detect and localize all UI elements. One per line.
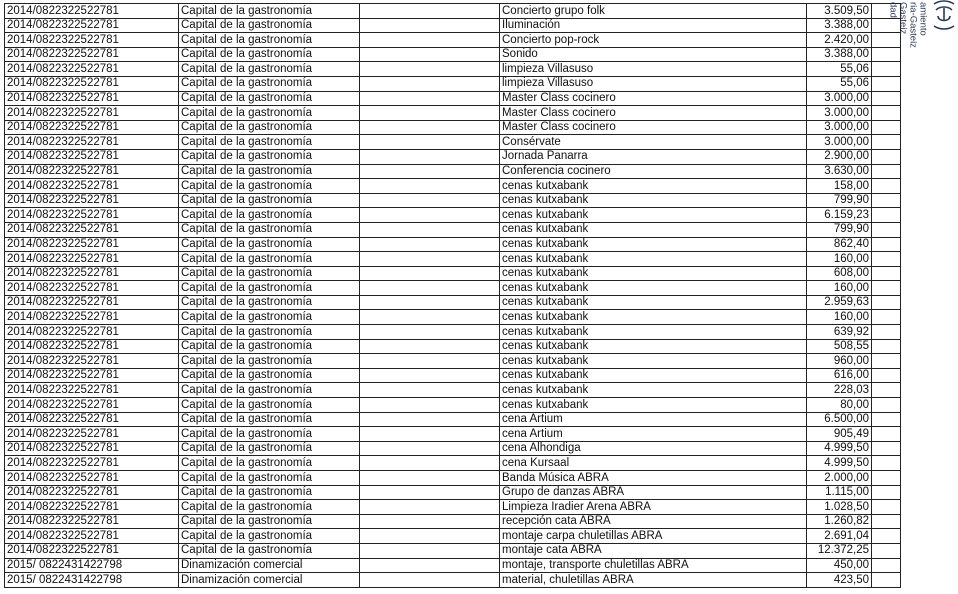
blank-cell [360,368,500,383]
amount-cell: 3.000,00 [807,91,872,106]
blank-cell [872,91,901,106]
table-row [5,281,901,296]
blank-cell [360,193,500,208]
program-cell: Capital de la gastronomía [179,529,360,544]
amount-cell: 862,40 [807,237,872,252]
blank-cell [360,471,500,486]
table-row [5,339,901,354]
code-cell: 2015/ 0822431422798 [5,573,179,588]
table-row [5,295,901,310]
code-cell: 2014/0822322522781 [5,106,179,121]
description-cell: cenas kutxabank [500,252,807,267]
blank-cell [360,485,500,500]
blank-cell [360,135,500,150]
code-cell: 2014/0822322522781 [5,456,179,471]
program-cell: Capital de la gastronomía [179,208,360,223]
code-cell: 2014/0822322522781 [5,120,179,135]
table-row [5,91,901,106]
blank-cell [360,76,500,91]
blank-cell [360,456,500,471]
municipal-stamp [870,0,958,70]
code-cell: 2014/0822322522781 [5,383,179,398]
blank-cell [360,91,500,106]
code-cell: 2014/0822322522781 [5,500,179,515]
table-row [5,354,901,369]
blank-cell [360,33,500,48]
blank-cell [360,295,500,310]
description-cell: recepción cata ABRA [500,514,807,529]
table-row [5,471,901,486]
code-cell: 2014/0822322522781 [5,266,179,281]
description-cell: cenas kutxabank [500,310,807,325]
code-cell: 2014/0822322522781 [5,427,179,442]
amount-cell: 55,06 [807,62,872,77]
program-cell: Capital de la gastronomía [179,18,360,33]
table-row [5,164,901,179]
code-cell: 2014/0822322522781 [5,441,179,456]
code-cell: 2014/0822322522781 [5,222,179,237]
program-cell: Capital de la gastronomía [179,281,360,296]
blank-cell [872,266,901,281]
table-row [5,252,901,267]
blank-cell [360,427,500,442]
description-cell: Master Class cocinero [500,120,807,135]
blank-cell [360,558,500,573]
expense-table-body [5,4,901,588]
blank-cell [872,573,901,588]
table-row [5,135,901,150]
amount-cell: 3.630,00 [807,164,872,179]
amount-cell: 423,50 [807,573,872,588]
blank-cell [360,149,500,164]
blank-cell [360,252,500,267]
code-cell: 2014/0822322522781 [5,76,179,91]
blank-cell [872,441,901,456]
program-cell: Capital de la gastronomía [179,383,360,398]
description-cell: cenas kutxabank [500,208,807,223]
table-row [5,179,901,194]
table-row [5,120,901,135]
amount-cell: 616,00 [807,368,872,383]
program-cell: Dinamización comercial [179,573,360,588]
code-cell: 2014/0822322522781 [5,62,179,77]
code-cell: 2014/0822322522781 [5,398,179,413]
blank-cell [872,310,901,325]
code-cell: 2014/0822322522781 [5,543,179,558]
amount-cell: 3.000,00 [807,106,872,121]
table-row [5,427,901,442]
amount-cell: 3.509,50 [807,4,872,19]
table-row [5,325,901,340]
program-cell: Capital de la gastronomía [179,4,360,19]
blank-cell [360,573,500,588]
blank-cell [872,193,901,208]
code-cell: 2014/0822322522781 [5,339,179,354]
description-cell: cena Kursaal [500,456,807,471]
code-cell: 2014/0822322522781 [5,368,179,383]
program-cell: Capital de la gastronomía [179,354,360,369]
blank-cell [360,543,500,558]
description-cell: cenas kutxabank [500,237,807,252]
amount-cell: 160,00 [807,281,872,296]
blank-cell [360,179,500,194]
amount-cell: 3.000,00 [807,120,872,135]
amount-cell: 799,90 [807,193,872,208]
description-cell: Jornada Panarra [500,149,807,164]
blank-cell [360,4,500,19]
program-cell: Capital de la gastronomía [179,33,360,48]
amount-cell: 2.959,63 [807,295,872,310]
description-cell: Iluminación [500,18,807,33]
code-cell: 2014/0822322522781 [5,325,179,340]
amount-cell: 158,00 [807,179,872,194]
program-cell: Capital de la gastronomía [179,456,360,471]
description-cell: cenas kutxabank [500,295,807,310]
code-cell: 2014/0822322522781 [5,149,179,164]
blank-cell [360,164,500,179]
program-cell: Capital de la gastronomía [179,368,360,383]
blank-cell [360,354,500,369]
table-row [5,383,901,398]
description-cell: montaje, transporte chuletillas ABRA [500,558,807,573]
blank-cell [360,529,500,544]
blank-cell [360,106,500,121]
description-cell: cenas kutxabank [500,222,807,237]
amount-cell: 55,06 [807,76,872,91]
program-cell: Capital de la gastronomía [179,237,360,252]
blank-cell [872,383,901,398]
description-cell: cenas kutxabank [500,339,807,354]
table-row [5,47,901,62]
code-cell: 2014/0822322522781 [5,412,179,427]
code-cell: 2014/0822322522781 [5,164,179,179]
description-cell: cena Artium [500,427,807,442]
program-cell: Capital de la gastronomía [179,427,360,442]
blank-cell [360,62,500,77]
table-row [5,412,901,427]
stamp-text-line: dad [887,2,899,18]
code-cell: 2014/0822322522781 [5,208,179,223]
amount-cell: 3.388,00 [807,47,872,62]
blank-cell [360,398,500,413]
table-row [5,558,901,573]
code-cell: 2014/0822322522781 [5,33,179,48]
amount-cell: 3.388,00 [807,18,872,33]
code-cell: 2014/0822322522781 [5,529,179,544]
code-cell: 2014/0822322522781 [5,354,179,369]
table-row [5,500,901,515]
amount-cell: 799,90 [807,222,872,237]
code-cell: 2014/0822322522781 [5,310,179,325]
code-cell: 2014/0822322522781 [5,281,179,296]
description-cell: Concierto grupo folk [500,4,807,19]
blank-cell [872,252,901,267]
program-cell: Capital de la gastronomía [179,412,360,427]
blank-cell [360,500,500,515]
description-cell: montaje cata ABRA [500,543,807,558]
blank-cell [360,120,500,135]
blank-cell [360,339,500,354]
blank-cell [872,106,901,121]
program-cell: Capital de la gastronomía [179,62,360,77]
blank-cell [872,120,901,135]
amount-cell: 2.900,00 [807,149,872,164]
program-cell: Capital de la gastronomía [179,325,360,340]
amount-cell: 2.420,00 [807,33,872,48]
program-cell: Capital de la gastronomía [179,543,360,558]
code-cell: 2014/0822322522781 [5,18,179,33]
blank-cell [872,179,901,194]
table-row [5,514,901,529]
amount-cell: 450,00 [807,558,872,573]
blank-cell [872,237,901,252]
blank-cell [872,208,901,223]
program-cell: Capital de la gastronomía [179,295,360,310]
description-cell: cenas kutxabank [500,398,807,413]
description-cell: Sonido [500,47,807,62]
blank-cell [872,281,901,296]
blank-cell [360,281,500,296]
blank-cell [360,383,500,398]
amount-cell: 4.999,50 [807,441,872,456]
program-cell: Dinamización comercial [179,558,360,573]
program-cell: Capital de la gastronomía [179,222,360,237]
blank-cell [872,354,901,369]
blank-cell [872,456,901,471]
table-row [5,18,901,33]
description-cell: Conferencia cocinero [500,164,807,179]
code-cell: 2014/0822322522781 [5,252,179,267]
amount-cell: 228,03 [807,383,872,398]
blank-cell [872,135,901,150]
blank-cell [872,529,901,544]
blank-cell [872,339,901,354]
code-cell: 2014/0822322522781 [5,471,179,486]
blank-cell [360,441,500,456]
program-cell: Capital de la gastronomía [179,471,360,486]
blank-cell [872,485,901,500]
code-cell: 2014/0822322522781 [5,179,179,194]
blank-cell [360,18,500,33]
program-cell: Capital de la gastronomía [179,266,360,281]
description-cell: montaje carpa chuletillas ABRA [500,529,807,544]
blank-cell [872,295,901,310]
blank-cell [360,47,500,62]
table-row [5,222,901,237]
blank-cell [872,427,901,442]
table-row [5,543,901,558]
code-cell: 2014/0822322522781 [5,237,179,252]
blank-cell [360,208,500,223]
amount-cell: 160,00 [807,252,872,267]
code-cell: 2014/0822322522781 [5,295,179,310]
stamp-text-line: ria-Gasteiz [907,2,919,48]
description-cell: limpieza Villasuso [500,62,807,77]
table-row [5,310,901,325]
program-cell: Capital de la gastronomía [179,514,360,529]
code-cell: 2015/ 0822431422798 [5,558,179,573]
table-row [5,76,901,91]
program-cell: Capital de la gastronomía [179,500,360,515]
program-cell: Capital de la gastronomía [179,76,360,91]
description-cell: Grupo de danzas ABRA [500,485,807,500]
description-cell: limpieza Villasuso [500,76,807,91]
blank-cell [360,514,500,529]
description-cell: cenas kutxabank [500,383,807,398]
amount-cell: 12.372,25 [807,543,872,558]
code-cell: 2014/0822322522781 [5,91,179,106]
blank-cell [872,368,901,383]
table-row [5,193,901,208]
amount-cell: 639,92 [807,325,872,340]
description-cell: Consérvate [500,135,807,150]
blank-cell [360,325,500,340]
description-cell: cenas kutxabank [500,368,807,383]
amount-cell: 2.691,04 [807,529,872,544]
program-cell: Capital de la gastronomía [179,164,360,179]
program-cell: Capital de la gastronomía [179,91,360,106]
table-row [5,149,901,164]
program-cell: Capital de la gastronomía [179,339,360,354]
blank-cell [872,76,901,91]
code-cell: 2014/0822322522781 [5,47,179,62]
table-row [5,237,901,252]
blank-cell [360,412,500,427]
stamp-text-line: Gasteiz [897,2,909,35]
table-row [5,266,901,281]
code-cell: 2014/0822322522781 [5,193,179,208]
description-cell: Concierto pop-rock [500,33,807,48]
blank-cell [872,164,901,179]
program-cell: Capital de la gastronomía [179,441,360,456]
code-cell: 2014/0822322522781 [5,514,179,529]
amount-cell: 905,49 [807,427,872,442]
description-cell: material, chuletillas ABRA [500,573,807,588]
description-cell: Banda Música ABRA [500,471,807,486]
program-cell: Capital de la gastronomía [179,47,360,62]
description-cell: cenas kutxabank [500,281,807,296]
program-cell: Capital de la gastronomía [179,398,360,413]
description-cell: cenas kutxabank [500,354,807,369]
description-cell: Master Class cocinero [500,106,807,121]
program-cell: Capital de la gastronomía [179,149,360,164]
amount-cell: 1.260,82 [807,514,872,529]
table-row [5,573,901,588]
program-cell: Capital de la gastronomía [179,179,360,194]
program-cell: Capital de la gastronomía [179,106,360,121]
amount-cell: 3.000,00 [807,135,872,150]
amount-cell: 6.500,00 [807,412,872,427]
amount-cell: 80,00 [807,398,872,413]
table-row [5,441,901,456]
table-row [5,368,901,383]
description-cell: cenas kutxabank [500,179,807,194]
amount-cell: 4.999,50 [807,456,872,471]
program-cell: Capital de la gastronomía [179,193,360,208]
blank-cell [360,310,500,325]
amount-cell: 1.115,00 [807,485,872,500]
amount-cell: 1.028,50 [807,500,872,515]
blank-cell [360,222,500,237]
description-cell: cena Artium [500,412,807,427]
amount-cell: 6.159,23 [807,208,872,223]
code-cell: 2014/0822322522781 [5,4,179,19]
amount-cell: 960,00 [807,354,872,369]
description-cell: cenas kutxabank [500,266,807,281]
table-row [5,456,901,471]
program-cell: Capital de la gastronomía [179,485,360,500]
code-cell: 2014/0822322522781 [5,485,179,500]
blank-cell [872,412,901,427]
description-cell: Master Class cocinero [500,91,807,106]
blank-cell [872,398,901,413]
table-row [5,529,901,544]
description-cell: cenas kutxabank [500,193,807,208]
blank-cell [360,266,500,281]
blank-cell [872,514,901,529]
table-row [5,208,901,223]
blank-cell [872,543,901,558]
stamp-text-line: amiento [917,2,929,36]
program-cell: Capital de la gastronomía [179,252,360,267]
program-cell: Capital de la gastronomía [179,135,360,150]
code-cell: 2014/0822322522781 [5,135,179,150]
blank-cell [872,325,901,340]
amount-cell: 508,55 [807,339,872,354]
table-row [5,485,901,500]
amount-cell: 2.000,00 [807,471,872,486]
table-row [5,33,901,48]
blank-cell [872,149,901,164]
blank-cell [872,471,901,486]
blank-cell [872,500,901,515]
blank-cell [360,237,500,252]
program-cell: Capital de la gastronomía [179,120,360,135]
table-row [5,106,901,121]
city-seal-icon [930,0,958,36]
table-row [5,398,901,413]
table-row [5,4,901,19]
expense-table [4,3,901,588]
blank-cell [872,558,901,573]
table-row [5,62,901,77]
description-cell: Limpieza Iradier Arena ABRA [500,500,807,515]
amount-cell: 608,00 [807,266,872,281]
description-cell: cena Alhondiga [500,441,807,456]
blank-cell [872,222,901,237]
amount-cell: 160,00 [807,310,872,325]
program-cell: Capital de la gastronomía [179,310,360,325]
description-cell: cenas kutxabank [500,325,807,340]
